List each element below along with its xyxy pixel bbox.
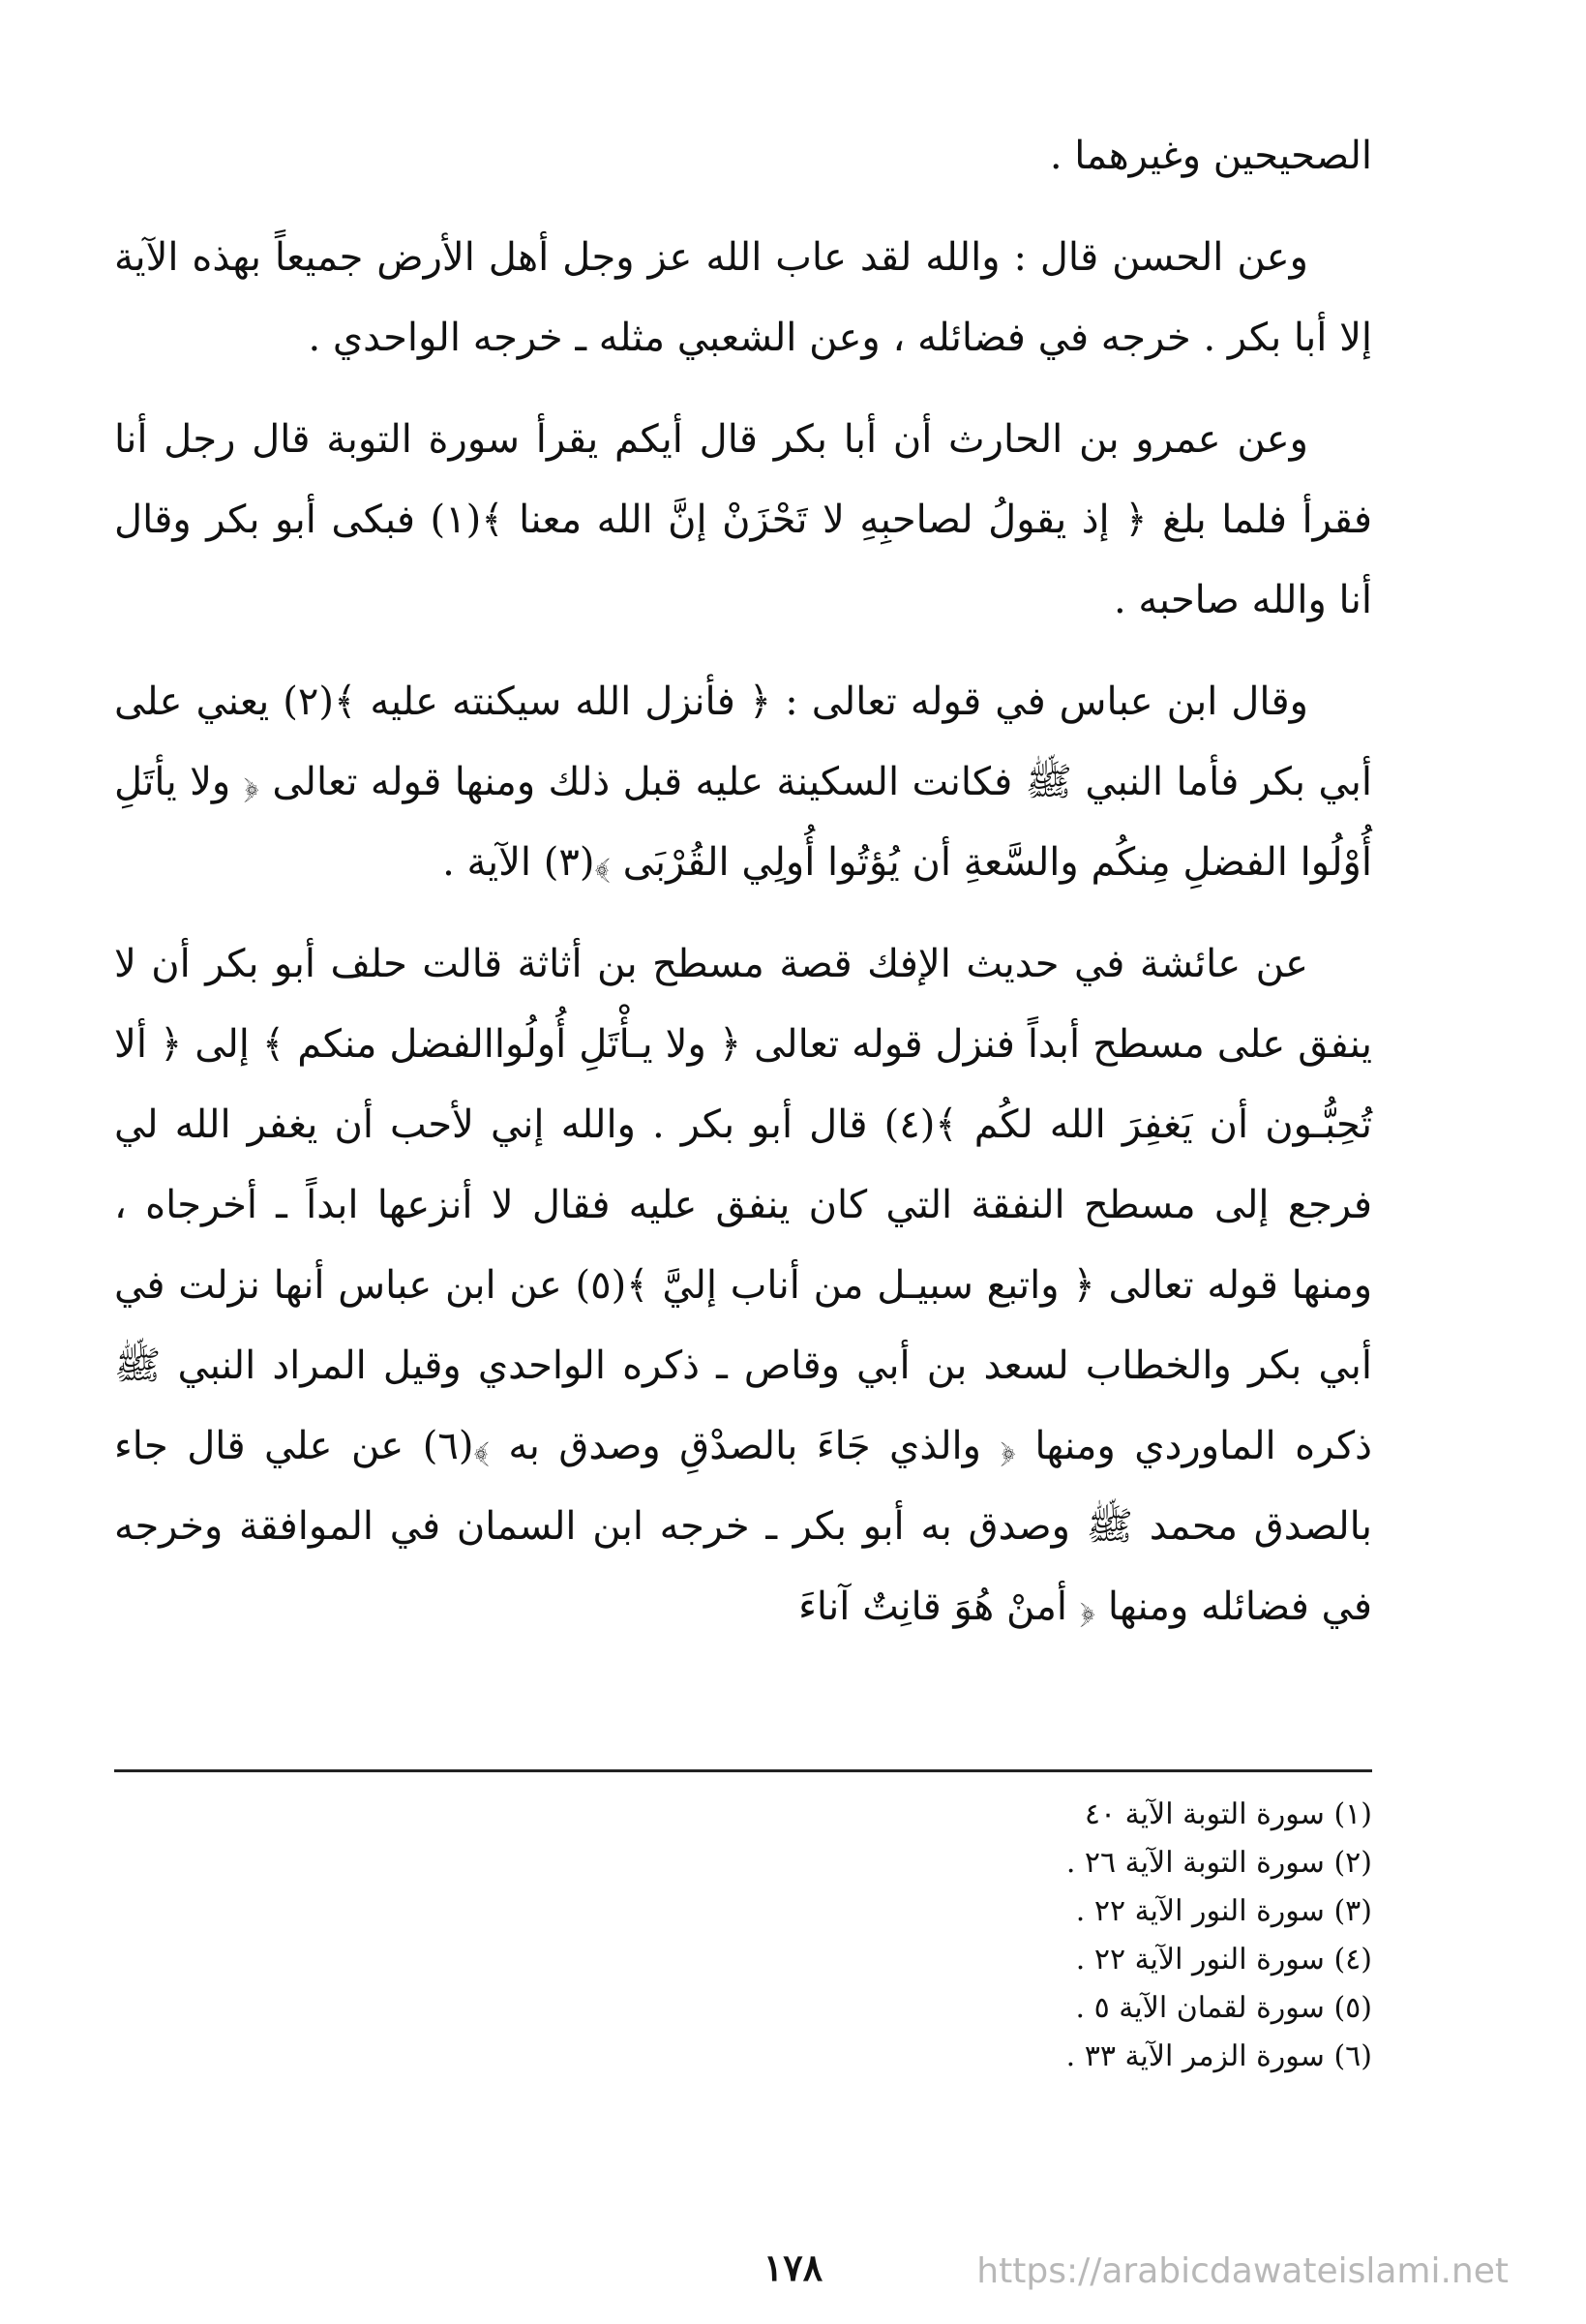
footnote-item: (٥) سورة لقمان الآية ٥ . <box>1075 1991 1372 2025</box>
paragraph: الصحيحين وغيرهما . <box>1049 134 1372 178</box>
footnote-item: (١) سورة التوبة الآية ٤٠ <box>1084 1797 1372 1831</box>
paragraph: وعن عمرو بن الحارث أن أبا بكر قال أيكم يقرأ سورة التوبة قال رجل أنا فقرأ فلما بلغ ﴿ إذ يقولُ لصاحبِهِ لا تَحْزَنْ إنَّ الله معنا ﴾(١) فبكى أبو بكر وقال أنا والله صاحبه . <box>114 417 1372 622</box>
footnotes-list <box>114 1791 1372 2081</box>
footnote-item: (٤) سورة النور الآية ٢٢ . <box>1075 1943 1372 1977</box>
footnote-item: (٣) سورة النور الآية ٢٢ . <box>1075 1894 1372 1928</box>
footnote-item: (٢) سورة التوبة الآية ٢٦ . <box>1065 1846 1372 1880</box>
paragraph: عن عائشة في حديث الإفك قصة مسطح بن أثاثة قالت حلف أبو بكر أن لا ينفق على مسطح أبداً فنزل قوله تعالى ﴿ ولا يـأْتَلِ أُولُواالفضل منكم ﴾ إلى ﴿ ألا تُحِبُّـون أن يَغفِرَ الله لكُم ﴾(٤) قال أبو بكر . والله إني لأحب أن يغفر الله لي فرجع إلى مسطح النفقة التي كان ينفق عليه فقال لا أنزعها ابداً ـ أخرجاه ، ومنها قوله تعالى ﴿ واتبع سبيـل من أناب إليَّ ﴾(٥) عن ابن عباس أنها نزلت في أبي بكر والخطاب لسعد بن أبي وقاص ـ ذكره الواحدي وقيل المراد النبي ﷺ ذكره الماوردي ومنها ﴿ والذي جَاءَ بالصدْقِ وصدق به ﴾(٦) عن علي قال جاء بالصدق محمد ﷺ وصدق به أبو بكر ـ خرجه ابن السمان في الموافقة وخرجه في فضائله ومنها ﴿ أمنْ هُوَ قانِتٌ آناءَ <box>114 942 1373 1629</box>
footnote-item: (٦) سورة الزمر الآية ٣٣ . <box>1065 2039 1372 2073</box>
page-number: ١٧٨ <box>763 2246 823 2289</box>
paragraph: وقال ابن عباس في قوله تعالى : ﴿ فأنزل الله سيكنته عليه ﴾(٢) يعني على أبي بكر فأما النبي ﷺ فكانت السكينة عليه قبل ذلك ومنها قوله تعالى ﴿ ولا يأتَلِ أُوْلُوا الفضلِ مِنكُم والسَّعةِ أن يُؤتُوا أُولِي القُرْبَى ﴾(٣) الآية . <box>114 679 1372 885</box>
watermark-url: https://arabicdawateislami.net <box>976 2251 1509 2291</box>
main-text <box>114 116 1372 1669</box>
paragraph: وعن الحسن قال : والله لقد عاب الله عز وجل أهل الأرض جميعاً بهذه الآية إلا أبا بكر . خرجه في فضائله ، وعن الشعبي مثله ـ خرجه الواحدي . <box>114 235 1372 360</box>
footnote-divider <box>114 1769 1372 1772</box>
